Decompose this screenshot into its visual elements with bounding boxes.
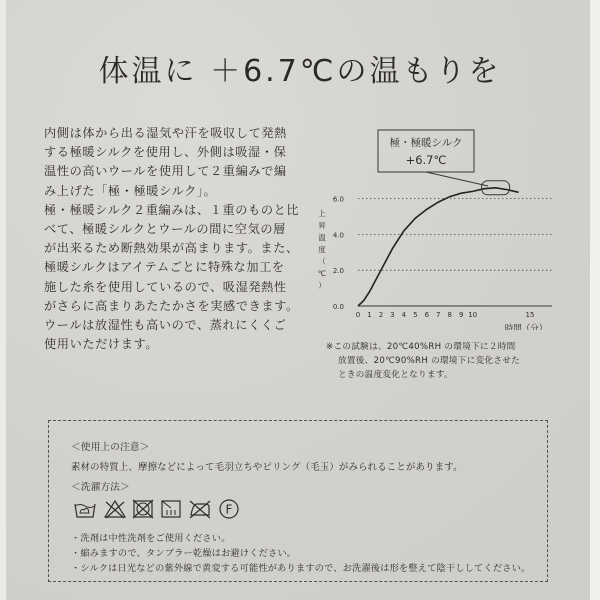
note-line: ※この試験は、20℃40%RH の環境下に２時間 [326, 342, 516, 352]
care-instructions-box [48, 420, 548, 582]
x-tick-label: 0 [355, 311, 361, 319]
x-tick-label: 7 [436, 311, 441, 319]
description-line: がさらに高まりあたたかさを実感できます。 [44, 298, 299, 313]
x-tick-label: 10 [468, 311, 478, 319]
chart-series-line [358, 188, 519, 306]
temperature-chart [308, 124, 590, 330]
y-label-char: ℃ [317, 269, 327, 278]
description-line: べて、極暖シルクとウールの間に空気の層 [44, 222, 286, 237]
chart-x-ticks [356, 311, 535, 319]
description-text [44, 124, 306, 354]
no-bleach-icon [103, 498, 127, 520]
description-line: 極暖シルクはアイテムごとに特殊な加工を [44, 260, 285, 275]
description-line: 温性の高いウールを使用して２重編みで編 [44, 164, 287, 179]
x-tick-label: 4 [401, 311, 407, 319]
y-label-char: （ [318, 257, 326, 266]
description-line: み上げた「極・極暖シルク」。 [44, 183, 217, 198]
washing-note: ・シルクは日光などの紫外線で黄変する可能性がありますので、お洗濯後は形を整えて陰干ししてください。 [71, 563, 531, 574]
description-line: が出来るため断熱効果が高まります。また、 [44, 241, 299, 256]
x-tick-label: 2 [378, 311, 384, 319]
y-tick-label: 0.0 [332, 303, 344, 311]
washing-method-heading: ＜洗濯方法＞ [71, 482, 130, 493]
y-label-char: 温 [318, 233, 326, 242]
no-iron-icon [187, 498, 213, 520]
chart-x-label: 時間（分） [504, 324, 548, 330]
description-line: 使用いただけます。 [44, 337, 159, 352]
headline: 体温に ＋6.7℃の温もりを [98, 54, 502, 89]
x-tick-label: 15 [525, 311, 535, 319]
y-label-char: 上 [318, 209, 326, 218]
description-line: ウールは放湿性も高いので、蒸れにくくご [44, 318, 287, 333]
washing-note: ・縮みますので、タンブラー乾燥はお避けください。 [71, 548, 297, 559]
description-line: する極暖シルクを使用し、外側は吸湿・保 [44, 145, 287, 160]
care-symbols [73, 498, 273, 524]
chart-y-label [318, 208, 326, 290]
description-line: 施した糸を使用しているので、吸湿発熱性 [44, 279, 287, 294]
washing-notes [71, 531, 530, 576]
callout-leader [426, 172, 488, 186]
y-tick-label: 4.0 [332, 231, 344, 240]
x-tick-label: 1 [367, 311, 372, 319]
line-dry-icon [159, 498, 183, 520]
note-line: ときの温度変化となります。 [338, 370, 453, 380]
usage-caution-heading: ＜使用上の注意＞ [71, 442, 150, 453]
description-line: 内側は体から出る湿気や汗を吸収して発熱 [44, 126, 287, 140]
temperature-chart-svg [308, 124, 590, 330]
y-tick-label: 2.0 [332, 267, 344, 276]
y-label-char: ） [318, 281, 326, 290]
y-label-char: 昇 [318, 221, 326, 230]
y-tick-label: 6.0 [332, 195, 344, 204]
panel-right-edge [590, 0, 600, 600]
chart-callout [378, 130, 488, 186]
x-tick-label: 8 [447, 311, 452, 319]
dry-clean-f-label: F [225, 502, 233, 517]
panel-left-edge [0, 0, 6, 600]
x-tick-label: 9 [458, 311, 464, 319]
callout-label: 極・極暖シルク [389, 137, 463, 149]
hand-wash-icon [73, 498, 97, 520]
chart-y-ticks [333, 196, 344, 311]
x-tick-label: 6 [424, 311, 430, 319]
note-line: 放置後、20℃90%RH の環境下に変化させた [338, 356, 521, 366]
test-note [326, 340, 556, 382]
washing-note: ・洗剤は中性洗剤をご使用ください。 [71, 533, 231, 544]
dry-clean-f-icon [217, 498, 241, 520]
no-tumble-dry-icon [131, 498, 155, 520]
x-tick-label: 3 [390, 311, 395, 319]
x-tick-label: 5 [413, 311, 418, 319]
usage-caution-text: 素材の特質上、摩擦などによって毛羽立ちやピリング（毛玉）がみられることがあります。 [71, 462, 463, 473]
description-line: 極・極暖シルク２重編みは、１重のものと比 [44, 202, 300, 217]
y-label-char: 度 [318, 245, 326, 254]
callout-value: +6.7℃ [405, 153, 447, 167]
